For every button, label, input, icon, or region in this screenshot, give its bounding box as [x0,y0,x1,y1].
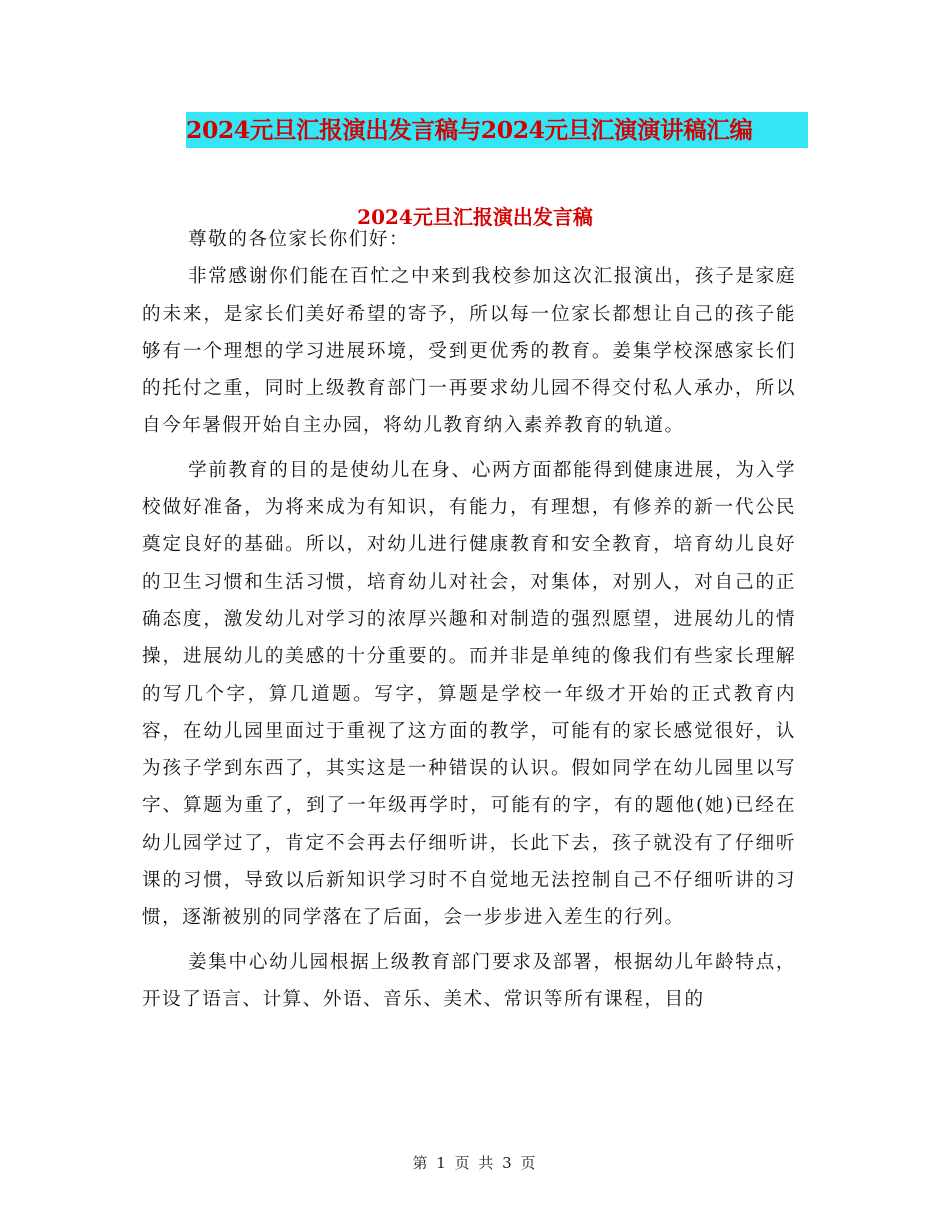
paragraph: 学前教育的目的是使幼儿在身、心两方面都能得到健康进展，为入学校做好准备，为将来成为有知识，有能力，有理想，有修养的新一代公民奠定良好的基础。所以，对幼儿进行健康教育和安全教育，培育幼儿良好的卫生习惯和生活习惯，培育幼儿对社会，对集体，对别人，对自己的正确态度，激发幼儿对学习的浓厚兴趣和对制造的强烈愿望，进展幼儿的情操，进展幼儿的美感的十分重要的。而并非是单纯的像我们有些家长理解的写几个字，算几道题。写字，算题是学校一年级才开始的正式教育内容，在幼儿园里面过于重视了这方面的教学，可能有的家长感觉很好，认为孩子学到东西了，其实这是一种错误的认识。假如同学在幼儿园里以写字、算题为重了，到了一年级再学时，可能有的字，有的题他(她)已经在幼儿园学过了，肯定不会再去仔细听讲，长此下去，孩子就没有了仔细听课的习惯，导致以后新知识学习时不自觉地无法控制自己不仔细听讲的习惯，逐渐被别的同学落在了后面，会一步步进入差生的行列。 [142,459,796,929]
document-body [142,221,796,1018]
greeting: 尊敬的各位家长你们好： [188,229,410,250]
paragraph: 非常感谢你们能在百忙之中来到我校参加这次汇报演出，孩子是家庭的未来，是家长们美好希望的寄予，所以每一位家长都想让自己的孩子能够有一个理想的学习进展环境，受到更优秀的教育。姜集学校深感家长们的托付之重，同时上级教育部门一再要求幼儿园不得交付私人承办，所以自今年暑假开始自主办园，将幼儿教育纳入素养教育的轨道。 [142,266,796,437]
page-footer: 第 1 页 共 3 页 [412,1154,538,1172]
sub-title: 2024元旦汇报演出发言稿 [357,205,593,229]
main-title: 2024元旦汇报演出发言稿与2024元旦汇演演讲稿汇编 [186,112,808,148]
paragraph: 姜集中心幼儿园根据上级教育部门要求及部署，根据幼儿年龄特点，开设了语言、计算、外语、音乐、美术、常识等所有课程，目的 [142,951,796,1010]
